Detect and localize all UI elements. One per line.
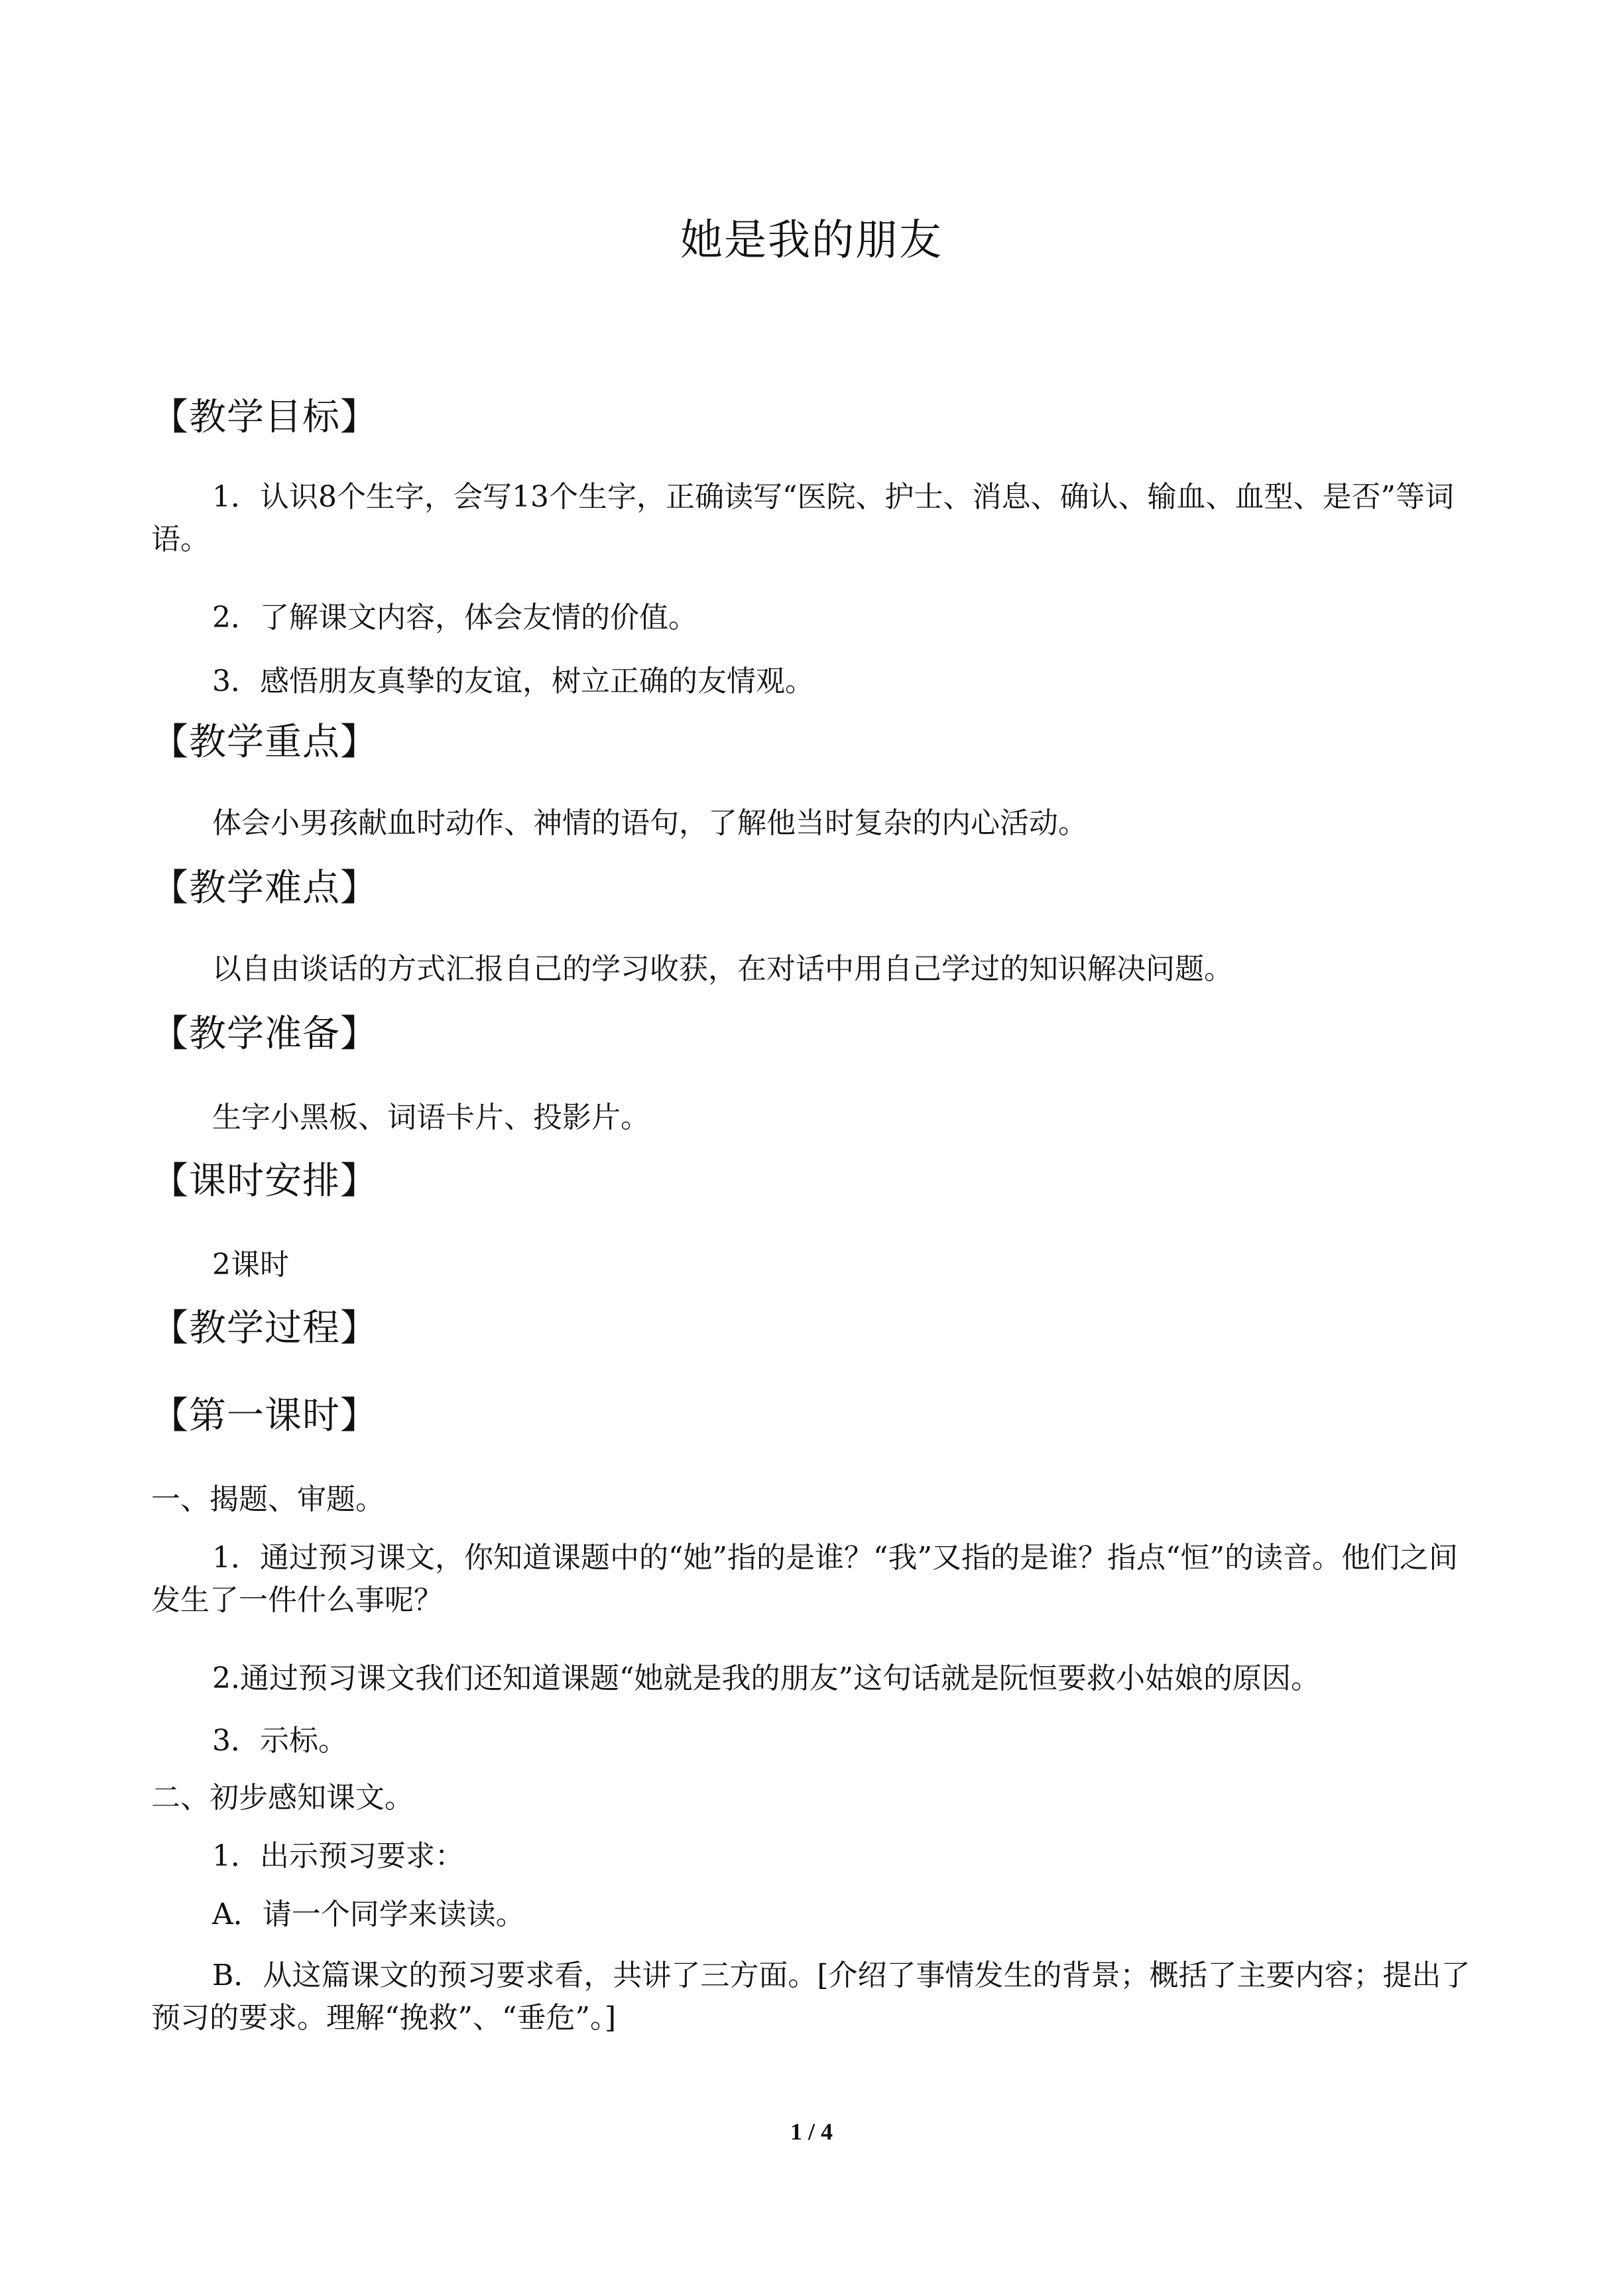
teaching-difficulty-text: 以自由谈话的方式汇报自己的学习收获，在对话中用自己学过的知识解决问题。	[212, 952, 1233, 986]
teaching-prep-text: 生字小黑板、词语卡片、投影片。	[212, 1101, 650, 1134]
heading-schedule: 【课时安排】	[151, 1160, 378, 1203]
process-part-1-title: 一、揭题、审题。	[151, 1482, 385, 1516]
process-part-2-item-3: B．从这篇课文的预习要求看，共讲了三方面。[介绍了事情发生的背景；概括了主要内容；提出了预习的要求。理解“挽救”、“垂危”。]	[151, 1959, 1471, 2035]
teaching-focus-text: 体会小男孩献血时动作、神情的语句，了解他当时复杂的内心活动。	[212, 806, 1087, 840]
heading-teaching-goals: 【教学目标】	[151, 396, 378, 439]
schedule-text: 2课时	[212, 1248, 289, 1282]
document-title: 她是我的朋友	[680, 216, 943, 265]
process-part-1-item-1: 1．通过预习课文，你知道课题中的“她”指的是谁？“我”又指的是谁？指点“恒”的读音。他们之间发生了一件什么事呢？	[151, 1541, 1458, 1617]
goal-item-1: 1．认识8个生字，会写13个生字，正确读写“医院、护士、消息、确认、输血、血型、是否”等词语。	[151, 480, 1454, 556]
heading-teaching-difficulty: 【教学难点】	[151, 867, 378, 910]
goal-item-3: 3．感悟朋友真挚的友谊，树立正确的友情观。	[212, 664, 814, 698]
heading-lesson-1: 【第一课时】	[151, 1394, 378, 1437]
process-part-1-item-3: 3．示标。	[212, 1724, 347, 1758]
page-number: 1 / 4	[790, 2118, 833, 2145]
heading-teaching-focus: 【教学重点】	[151, 721, 378, 764]
process-part-2-title: 二、初步感知课文。	[151, 1781, 414, 1815]
process-part-2-item-1: 1．出示预习要求：	[212, 1839, 464, 1873]
process-part-1-item-2: 2.通过预习课文我们还知道课题“她就是我的朋友”这句话就是阮恒要救小姑娘的原因。	[212, 1662, 1320, 1695]
heading-teaching-prep: 【教学准备】	[151, 1012, 378, 1056]
process-part-2-item-2: A．请一个同学来读读。	[212, 1898, 525, 1931]
goal-item-2: 2．了解课文内容，体会友情的价值。	[212, 601, 697, 634]
heading-teaching-process: 【教学过程】	[151, 1307, 378, 1350]
